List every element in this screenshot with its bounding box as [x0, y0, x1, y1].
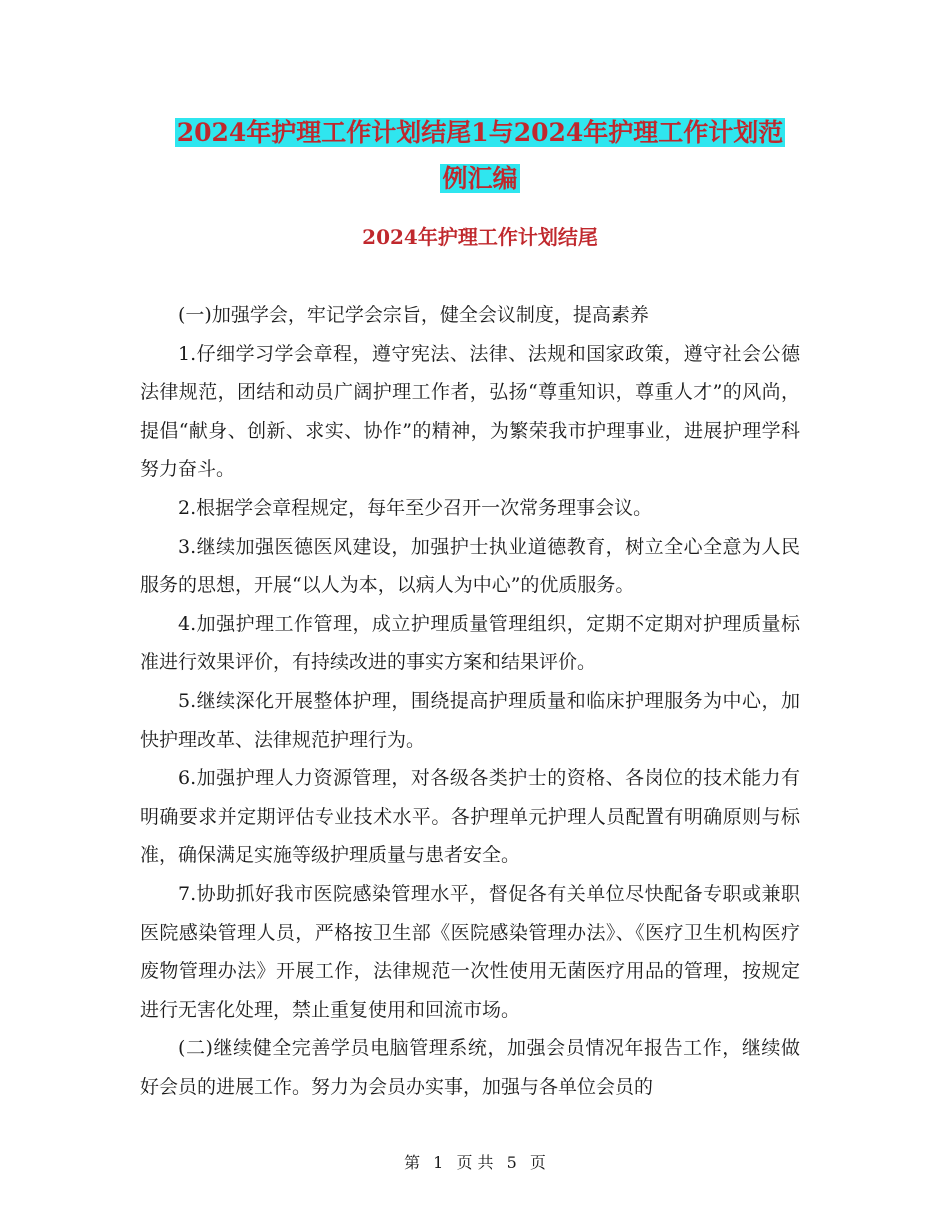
footer-prefix: 第: [404, 1153, 421, 1172]
footer-middle: 页 共: [456, 1153, 494, 1172]
paragraph: 5.继续深化开展整体护理，围绕提高护理质量和临床护理服务为中心，加快护理改革、法律规范护理行为。: [140, 689, 800, 751]
paragraph: 3.继续加强医德医风建设，加强护士执业道德教育，树立全心全意为人民服务的思想，开展“以人为本，以病人为中心”的优质服务。: [140, 535, 800, 597]
paragraph: 6.加强护理人力资源管理，对各级各类护士的资格、各岗位的技术能力有明确要求并定期评估专业技术水平。各护理单元护理人员配置有明确原则与标准，确保满足实施等级护理质量与患者安全。: [140, 767, 800, 867]
page-footer: [0, 1150, 950, 1173]
footer-page-number: 1: [433, 1153, 444, 1172]
document-body: [140, 296, 800, 1106]
paragraph: 2.根据学会章程规定，每年至少召开一次常务理事会议。: [178, 496, 653, 519]
document-title: [140, 110, 820, 202]
paragraph: 7.协助抓好我市医院感染管理水平，督促各有关单位尽快配备专职或兼职医院感染管理人员，严格按卫生部《医院感染管理办法》、《医疗卫生机构医疗废物管理办法》开展工作，法律规范一次性使用无菌医疗用品的管理，按规定进行无害化处理，禁止重复使用和回流市场。: [140, 882, 800, 1021]
paragraph: (二)继续健全完善学员电脑管理系统，加强会员情况年报告工作，继续做好会员的进展工作。努力为会员办实事，加强与各单位会员的: [140, 1037, 800, 1098]
paragraph: (一)加强学会，牢记学会宗旨，健全会议制度，提高素养: [178, 304, 649, 326]
section-title: 2024年护理工作计划结尾: [362, 225, 598, 249]
footer-total-pages: 5: [506, 1153, 517, 1172]
paragraph: 1.仔细学习学会章程，遵守宪法、法律、法规和国家政策，遵守社会公德法律规范，团结和动员广阔护理工作者，弘扬“尊重知识，尊重人才”的风尚，提倡“献身、创新、求实、协作”的精神，为繁荣我市护理事业，进展护理学科努力奋斗。: [140, 342, 800, 481]
footer-suffix: 页: [529, 1153, 546, 1172]
document-title-line2: 例汇编: [442, 164, 518, 193]
document-title-line1: 2024年护理工作计划结尾1与2024年护理工作计划范: [176, 118, 784, 147]
paragraph: 4.加强护理工作管理，成立护理质量管理组织，定期不定期对护理质量标准进行效果评价，有持续改进的事实方案和结果评价。: [140, 612, 800, 674]
